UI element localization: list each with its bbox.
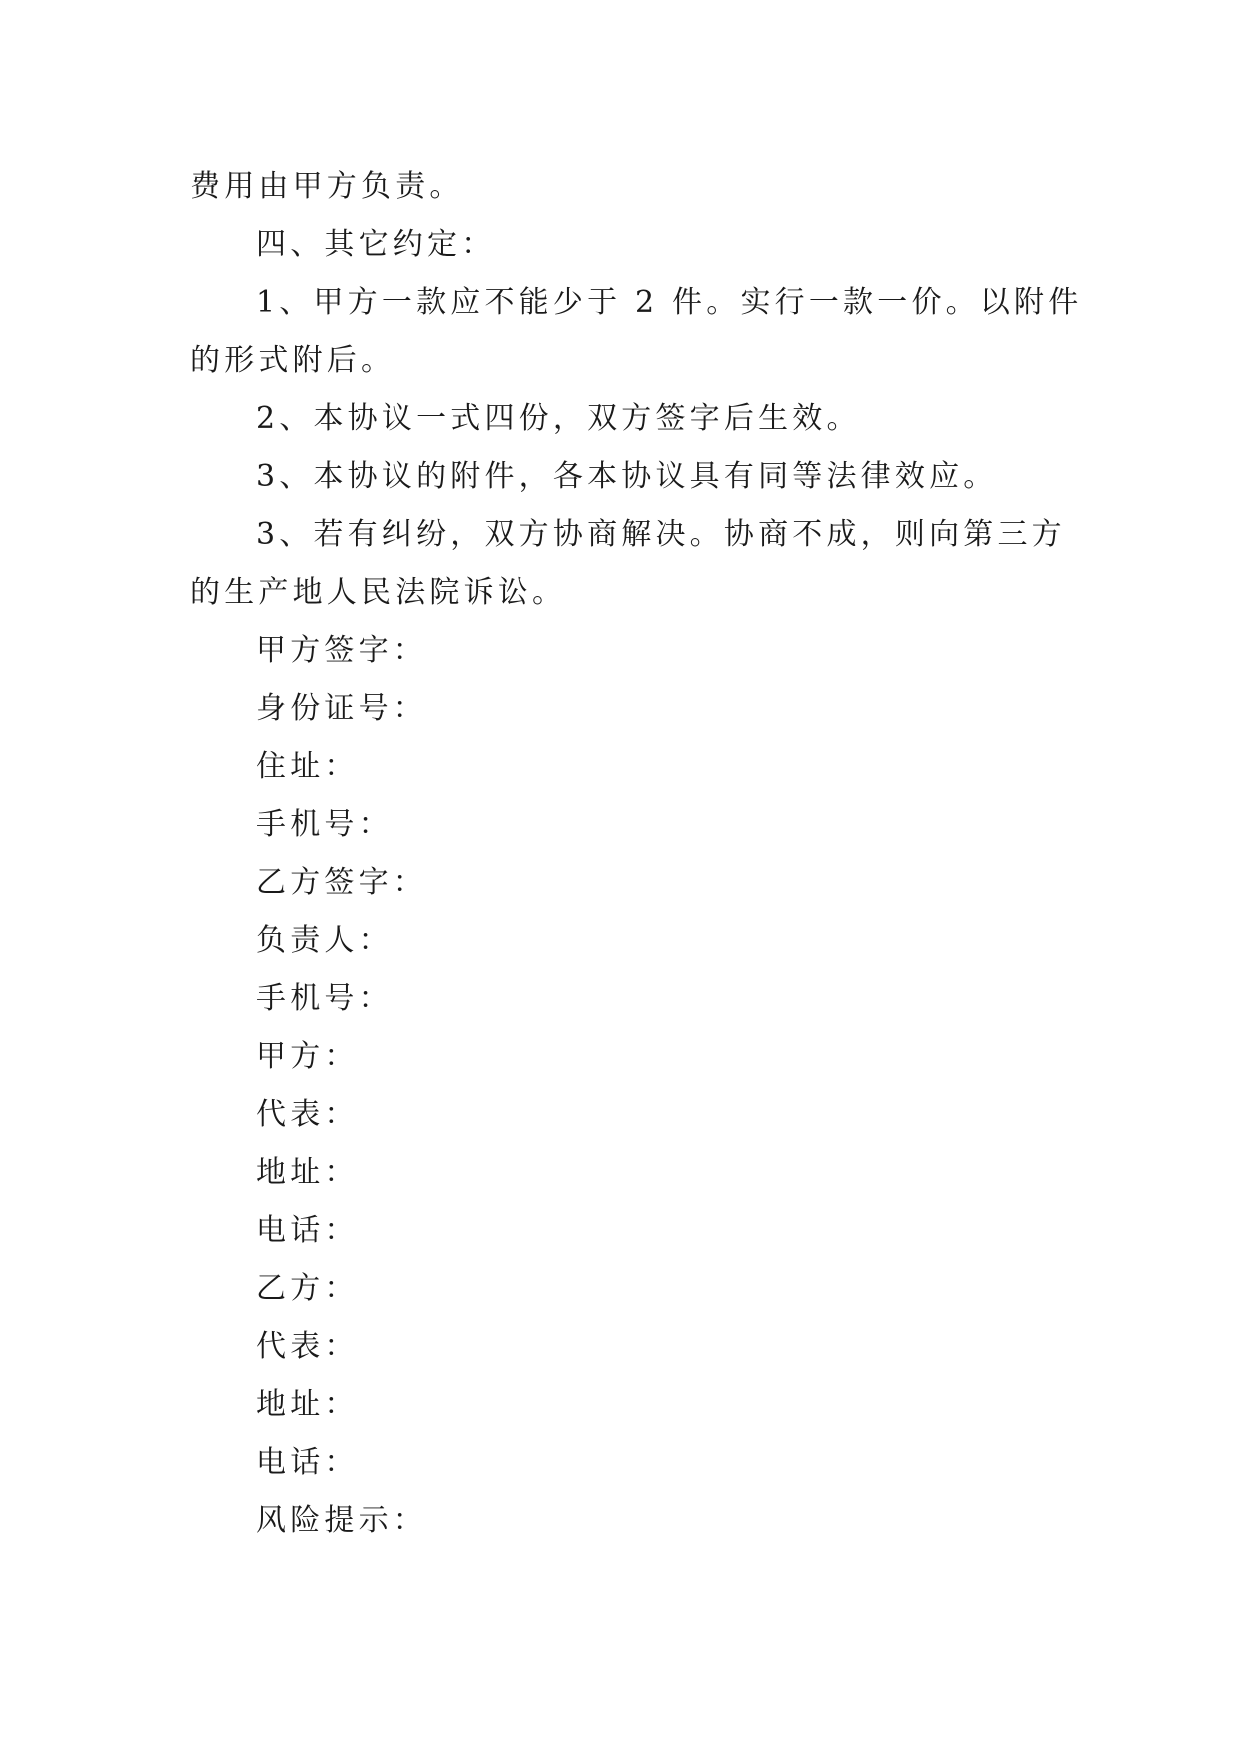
party-a-label: 甲方： bbox=[256, 1039, 359, 1074]
party-a-address-label: 地址： bbox=[256, 1155, 359, 1190]
risk-notice-label: 风险提示： bbox=[256, 1503, 427, 1538]
clause-3-dispute: 3、若有纠纷，双方协商解决。协商不成，则向第三方 bbox=[256, 517, 1066, 552]
party-b-address-label: 地址： bbox=[256, 1387, 359, 1422]
clause-1-continuation: 的形式附后。 bbox=[190, 343, 396, 378]
clause-1: 1、甲方一款应不能少于 2 件。实行一款一价。以附件 bbox=[256, 285, 1083, 320]
id-number-label: 身份证号： bbox=[256, 691, 427, 726]
paragraph-continuation: 费用由甲方负责。 bbox=[190, 169, 464, 204]
clause-3-dispute-continuation: 的生产地人民法院诉讼。 bbox=[190, 575, 567, 610]
mobile-number-label-b: 手机号： bbox=[256, 981, 393, 1016]
party-a-representative-label: 代表： bbox=[256, 1097, 359, 1132]
party-a-phone-label: 电话： bbox=[256, 1213, 359, 1248]
clause-2: 2、本协议一式四份，双方签字后生效。 bbox=[256, 401, 861, 436]
clause-3: 3、本协议的附件，各本协议具有同等法律效应。 bbox=[256, 459, 998, 494]
party-b-phone-label: 电话： bbox=[256, 1445, 359, 1480]
document-body bbox=[190, 158, 1083, 1550]
section-heading-other-terms: 四、其它约定： bbox=[256, 227, 496, 262]
party-b-signature-label: 乙方签字： bbox=[256, 865, 427, 900]
mobile-number-label: 手机号： bbox=[256, 807, 393, 842]
responsible-person-label: 负责人： bbox=[256, 923, 393, 958]
residence-address-label: 住址： bbox=[256, 749, 359, 784]
party-b-label: 乙方： bbox=[256, 1271, 359, 1306]
party-a-signature-label: 甲方签字： bbox=[256, 633, 427, 668]
party-b-representative-label: 代表： bbox=[256, 1329, 359, 1364]
